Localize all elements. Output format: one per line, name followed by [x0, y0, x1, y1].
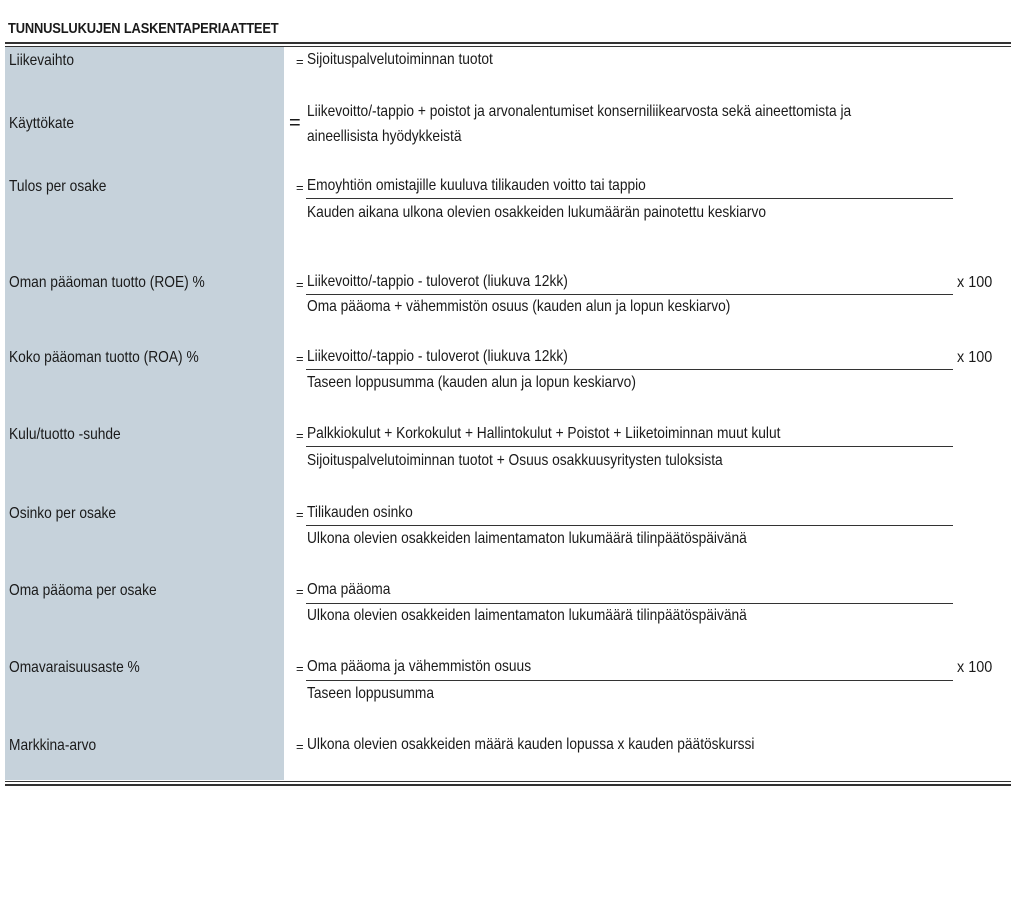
formula-kayttokate-line1: Liikevoitto/-tappio + poistot ja arvonalentumiset konserniliikearvosta sekä aineettomista ja	[307, 103, 852, 120]
denominator-kulu-tuotto: Sijoituspalvelutoiminnan tuotot + Osuus osakkuusyritysten tuloksista	[307, 452, 723, 469]
row-label-kayttokate: Käyttökate	[9, 115, 75, 132]
page-title: TUNNUSLUKUJEN LASKENTAPERIAATTEET	[8, 20, 279, 37]
equals-sign: =	[296, 584, 304, 599]
fraction-line	[306, 680, 953, 681]
fraction-line	[306, 294, 953, 295]
equals-sign: =	[296, 180, 304, 195]
row-label-tulos-per-osake: Tulos per osake	[9, 178, 107, 195]
numerator-tulos-per-osake: Emoyhtiön omistajille kuuluva tilikauden voitto tai tappio	[307, 177, 646, 194]
fraction-line	[306, 446, 953, 447]
formula-markkina-arvo: Ulkona olevien osakkeiden määrä kauden lopussa x kauden päätöskurssi	[307, 736, 755, 753]
formula-kayttokate-line2: aineellisista hyödykkeistä	[307, 128, 462, 145]
bottom-rule-thin	[5, 781, 1011, 782]
denominator-roa: Taseen loppusumma (kauden alun ja lopun keskiarvo)	[307, 374, 636, 391]
times-100-omavaraisuusaste: x 100	[957, 659, 993, 676]
row-label-liikevaihto: Liikevaihto	[9, 52, 75, 69]
formula-liikevaihto: Sijoituspalvelutoiminnan tuotot	[307, 51, 493, 68]
equals-sign: =	[296, 428, 304, 443]
fraction-line	[306, 525, 953, 526]
row-label-oma-paaoma-per-osake: Oma pääoma per osake	[9, 582, 157, 599]
equals-sign: =	[296, 507, 304, 522]
numerator-roa: Liikevoitto/-tappio - tuloverot (liukuva 12kk)	[307, 348, 568, 365]
equals-sign: =	[296, 351, 304, 366]
row-label-kulu-tuotto: Kulu/tuotto -suhde	[9, 426, 121, 443]
top-rule	[5, 42, 1011, 44]
denominator-omavaraisuusaste: Taseen loppusumma	[307, 685, 434, 702]
numerator-osinko: Tilikauden osinko	[307, 504, 413, 521]
numerator-roe: Liikevoitto/-tappio - tuloverot (liukuva 12kk)	[307, 273, 568, 290]
fraction-line	[306, 603, 953, 604]
denominator-roe: Oma pääoma + vähemmistön osuus (kauden alun ja lopun keskiarvo)	[307, 298, 731, 315]
equals-sign: =	[289, 112, 301, 134]
fraction-line	[306, 369, 953, 370]
equals-sign: =	[296, 277, 304, 292]
row-label-omavaraisuusaste: Omavaraisuusaste %	[9, 659, 140, 676]
times-100-roa: x 100	[957, 349, 993, 366]
row-label-roe: Oman pääoman tuotto (ROE) %	[9, 274, 205, 291]
bottom-rule	[5, 784, 1011, 786]
denominator-osinko: Ulkona olevien osakkeiden laimentamaton lukumäärä tilinpäätöspäivänä	[307, 530, 747, 547]
equals-sign: =	[296, 54, 304, 69]
times-100-roe: x 100	[957, 274, 993, 291]
numerator-kulu-tuotto: Palkkiokulut + Korkokulut + Hallintokulut + Poistot + Liiketoiminnan muut kulut	[307, 425, 781, 442]
denominator-tulos-per-osake: Kauden aikana ulkona olevien osakkeiden lukumäärän painotettu keskiarvo	[307, 204, 766, 221]
denominator-oma-paaoma: Ulkona olevien osakkeiden laimentamaton lukumäärä tilinpäätöspäivänä	[307, 607, 747, 624]
row-label-markkina-arvo: Markkina-arvo	[9, 737, 97, 754]
row-label-roa: Koko pääoman tuotto (ROA) %	[9, 349, 199, 366]
numerator-omavaraisuusaste: Oma pääoma ja vähemmistön osuus	[307, 658, 532, 675]
row-label-osinko-per-osake: Osinko per osake	[9, 505, 117, 522]
fraction-line	[306, 198, 953, 199]
equals-sign: =	[296, 739, 304, 754]
numerator-oma-paaoma: Oma pääoma	[307, 581, 391, 598]
equals-sign: =	[296, 661, 304, 676]
